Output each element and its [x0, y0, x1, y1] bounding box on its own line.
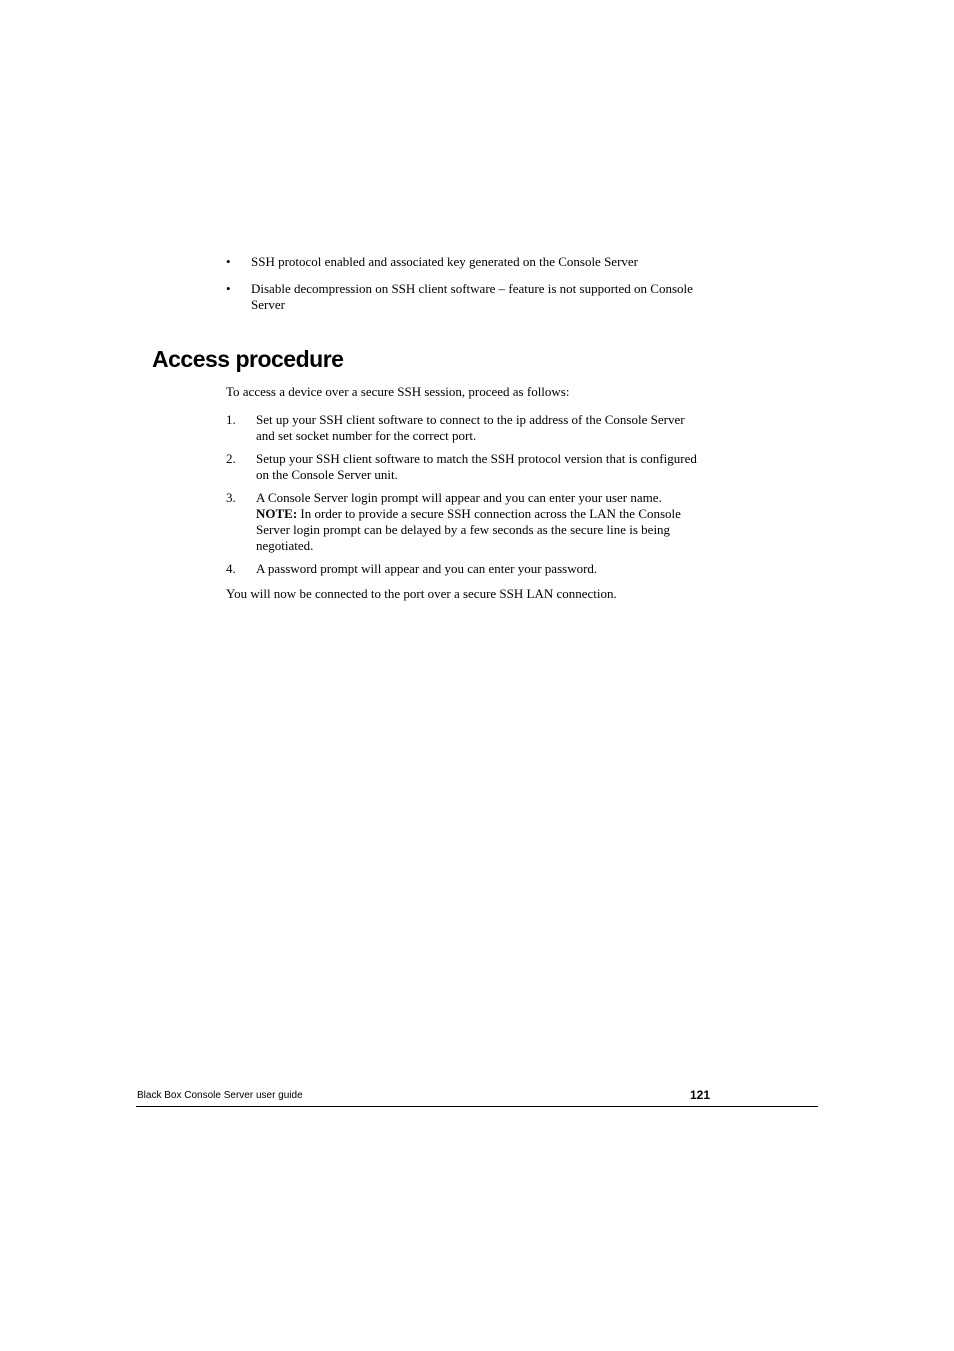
closing-paragraph: You will now be connected to the port over a secure SSH LAN connection.: [226, 586, 617, 601]
list-item: [226, 451, 706, 483]
step-number: 4.: [226, 561, 236, 576]
step-number: 2.: [226, 451, 236, 466]
section-heading: Access procedure: [152, 346, 344, 372]
list-item: [226, 281, 706, 313]
step-text: Setup your SSH client software to match the SSH protocol version that is configured on the Console Server unit.: [256, 451, 697, 482]
step-number: 3.: [226, 490, 236, 505]
step-text: Set up your SSH client software to connect to the ip address of the Console Server and set socket number for the correct port.: [256, 412, 685, 443]
list-item: [226, 412, 706, 444]
list-item: [226, 561, 706, 577]
list-item: [226, 490, 706, 554]
step-number: 1.: [226, 412, 236, 427]
page-number: 121: [690, 1088, 711, 1102]
list-item: [226, 254, 706, 270]
note-label: NOTE:: [256, 506, 298, 521]
requirement-text: Disable decompression on SSH client software – feature is not supported on Console Server: [251, 281, 693, 312]
step-text: A Console Server login prompt will appear and you can enter your user name.: [256, 490, 662, 505]
requirements-list: [226, 254, 706, 324]
procedure-steps: [226, 412, 706, 584]
requirement-text: SSH protocol enabled and associated key generated on the Console Server: [251, 254, 638, 269]
note-text: In order to provide a secure SSH connection across the LAN the Console Server login prompt can be delayed by a few seconds as the secure line is being negotiated.: [256, 506, 681, 553]
footer-title: Black Box Console Server user guide: [137, 1090, 303, 1101]
footer-divider: [136, 1106, 818, 1107]
intro-paragraph: To access a device over a secure SSH session, proceed as follows:: [226, 384, 570, 399]
step-text: A password prompt will appear and you can enter your password.: [256, 561, 598, 576]
bullet-icon: •: [226, 281, 231, 296]
bullet-icon: •: [226, 254, 231, 269]
